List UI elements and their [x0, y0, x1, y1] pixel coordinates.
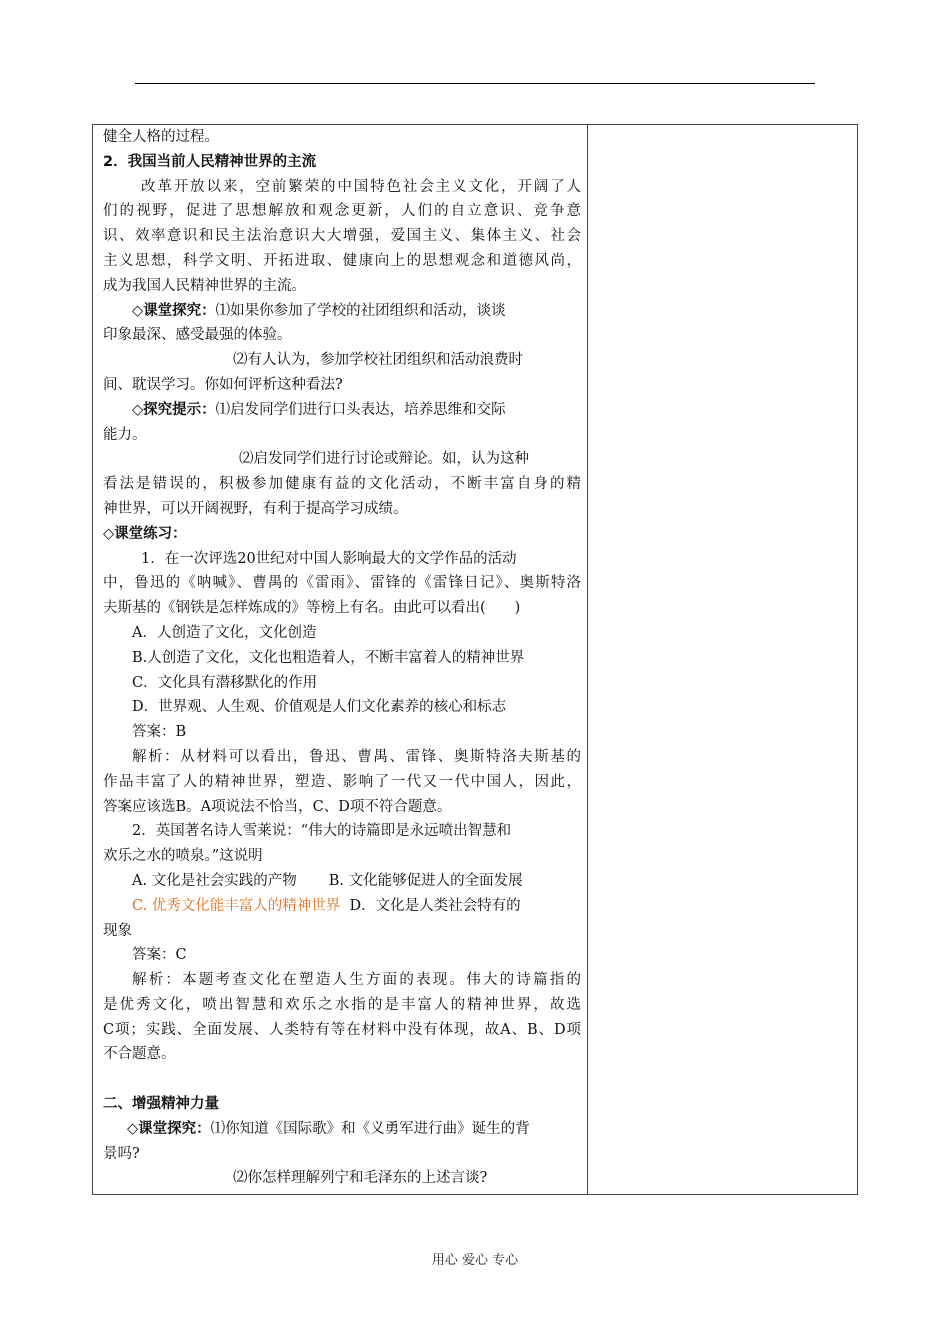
header-rule	[135, 83, 815, 84]
option-line	[103, 894, 581, 919]
text-line	[103, 398, 581, 423]
option-d: D．文化是人类社会特有的	[349, 897, 521, 914]
text-line: 能力。	[103, 426, 147, 443]
exploration-label: ◇课堂探究：	[132, 302, 216, 319]
text-line: 答案应该选B。A项说法不恰当，C、D项不符合题意。	[103, 798, 452, 815]
option-line: C．文化具有潜移默化的作用	[132, 674, 318, 691]
text-line: 景吗?	[103, 1145, 140, 1162]
option-line: D．世界观、人生观、价值观是人们文化素养的核心和标志	[132, 699, 507, 716]
exploration-label: ◇课堂探究：	[127, 1120, 211, 1137]
option-b: B. 文化能够促进人的全面发展	[328, 872, 523, 889]
text-line	[103, 1117, 581, 1142]
text-line: 中，鲁迅的《呐喊》、曹禺的《雷雨》、雷锋的《雷锋日记》、奥斯特洛	[103, 575, 581, 592]
text-line: 间、耽误学习。你如何评析这种看法?	[103, 376, 343, 393]
option-a: A. 文化是社会实践的产物	[132, 872, 297, 889]
text-line: 1．在一次评选20世纪对中国人影响最大的文学作品的活动	[141, 550, 517, 567]
text-line: 夫斯基的《钢铁是怎样炼成的》等榜上有名。由此可以看出( )	[103, 600, 521, 617]
text-line: ⑵启发同学们进行讨论或辩论。如，认为这种	[239, 451, 529, 468]
notes-column	[588, 125, 857, 1194]
text-line: 神世界，可以开阔视野，有利于提高学习成绩。	[103, 500, 408, 517]
section-heading: 2．我国当前人民精神世界的主流	[103, 153, 317, 170]
text-line: 解析：本题考查文化在塑造人生方面的表现。伟大的诗篇指的	[132, 972, 581, 989]
option-line: A．人创造了文化，文化创造	[132, 624, 317, 641]
text-line	[103, 299, 581, 324]
text-span: ⑴启发同学们进行口头表达，培养思维和交际	[215, 401, 506, 418]
text-line: C项；实践、全面发展、人类特有等在材料中没有体现，故A、B、D项	[103, 1021, 581, 1038]
section-heading: 二、增强精神力量	[103, 1096, 219, 1113]
text-line: 健全人格的过程。	[103, 129, 219, 145]
text-line: 主义思想，科学文明、开拓进取、健康向上的思想观念和道德风尚，	[103, 252, 581, 269]
text-line: 印象最深、感受最强的体验。	[103, 327, 292, 344]
text-line: 不合题意。	[103, 1046, 176, 1063]
content-table	[92, 124, 858, 1195]
text-line: 是优秀文化，喷出智慧和欢乐之水指的是丰富人的精神世界，故选	[103, 996, 581, 1013]
option-line: B.人创造了文化，文化也粗造着人，不断丰富着人的精神世界	[132, 649, 525, 666]
text-line: ⑵你怎样理解列宁和毛泽东的上述言谈?	[233, 1170, 488, 1187]
answer-line: 答案：C	[132, 947, 187, 964]
option-c: C. 优秀文化能丰富人的精神世界	[132, 897, 341, 914]
text-line: 看法是错误的，积极参加健康有益的文化活动，不断丰富自身的精	[103, 476, 581, 493]
practice-heading: ◇课堂练习：	[103, 525, 187, 542]
main-column	[93, 125, 588, 1194]
hint-label: ◇探究提示：	[132, 401, 216, 418]
text-line: 2．英国著名诗人雪莱说：“伟大的诗篇即是永远喷出智慧和	[132, 823, 512, 840]
text-line: 欢乐之水的喷泉。”这说明	[103, 848, 263, 865]
text-line: 作品丰富了人的精神世界，塑造、影响了一代又一代中国人，因此，	[103, 773, 581, 790]
text-line: 改革开放以来，空前繁荣的中国特色社会主义文化，开阔了人	[141, 178, 581, 195]
text-line: 成为我国人民精神世界的主流。	[103, 277, 306, 294]
text-span: ⑴如果你参加了学校的社团组织和活动，谈谈	[215, 302, 506, 319]
text-line: 识、效率意识和民主法治意识大大增强，爱国主义、集体主义、社会	[103, 228, 581, 245]
text-span: ⑴你知道《国际歌》和《义勇军进行曲》诞生的背	[210, 1120, 530, 1137]
option-line	[103, 869, 581, 894]
answer-line: 答案：B	[132, 724, 187, 741]
text-line: 解析：从材料可以看出，鲁迅、曹禺、雷锋、奥斯特洛夫斯基的	[132, 748, 581, 765]
page-footer: 用心 爱心 专心	[431, 1253, 519, 1268]
text-line: 现象	[103, 922, 132, 939]
text-line: 们的视野，促进了思想解放和观念更新，人们的自立意识、竞争意	[103, 203, 581, 220]
text-line: ⑵有人认为，参加学校社团组织和活动浪费时	[233, 352, 523, 369]
